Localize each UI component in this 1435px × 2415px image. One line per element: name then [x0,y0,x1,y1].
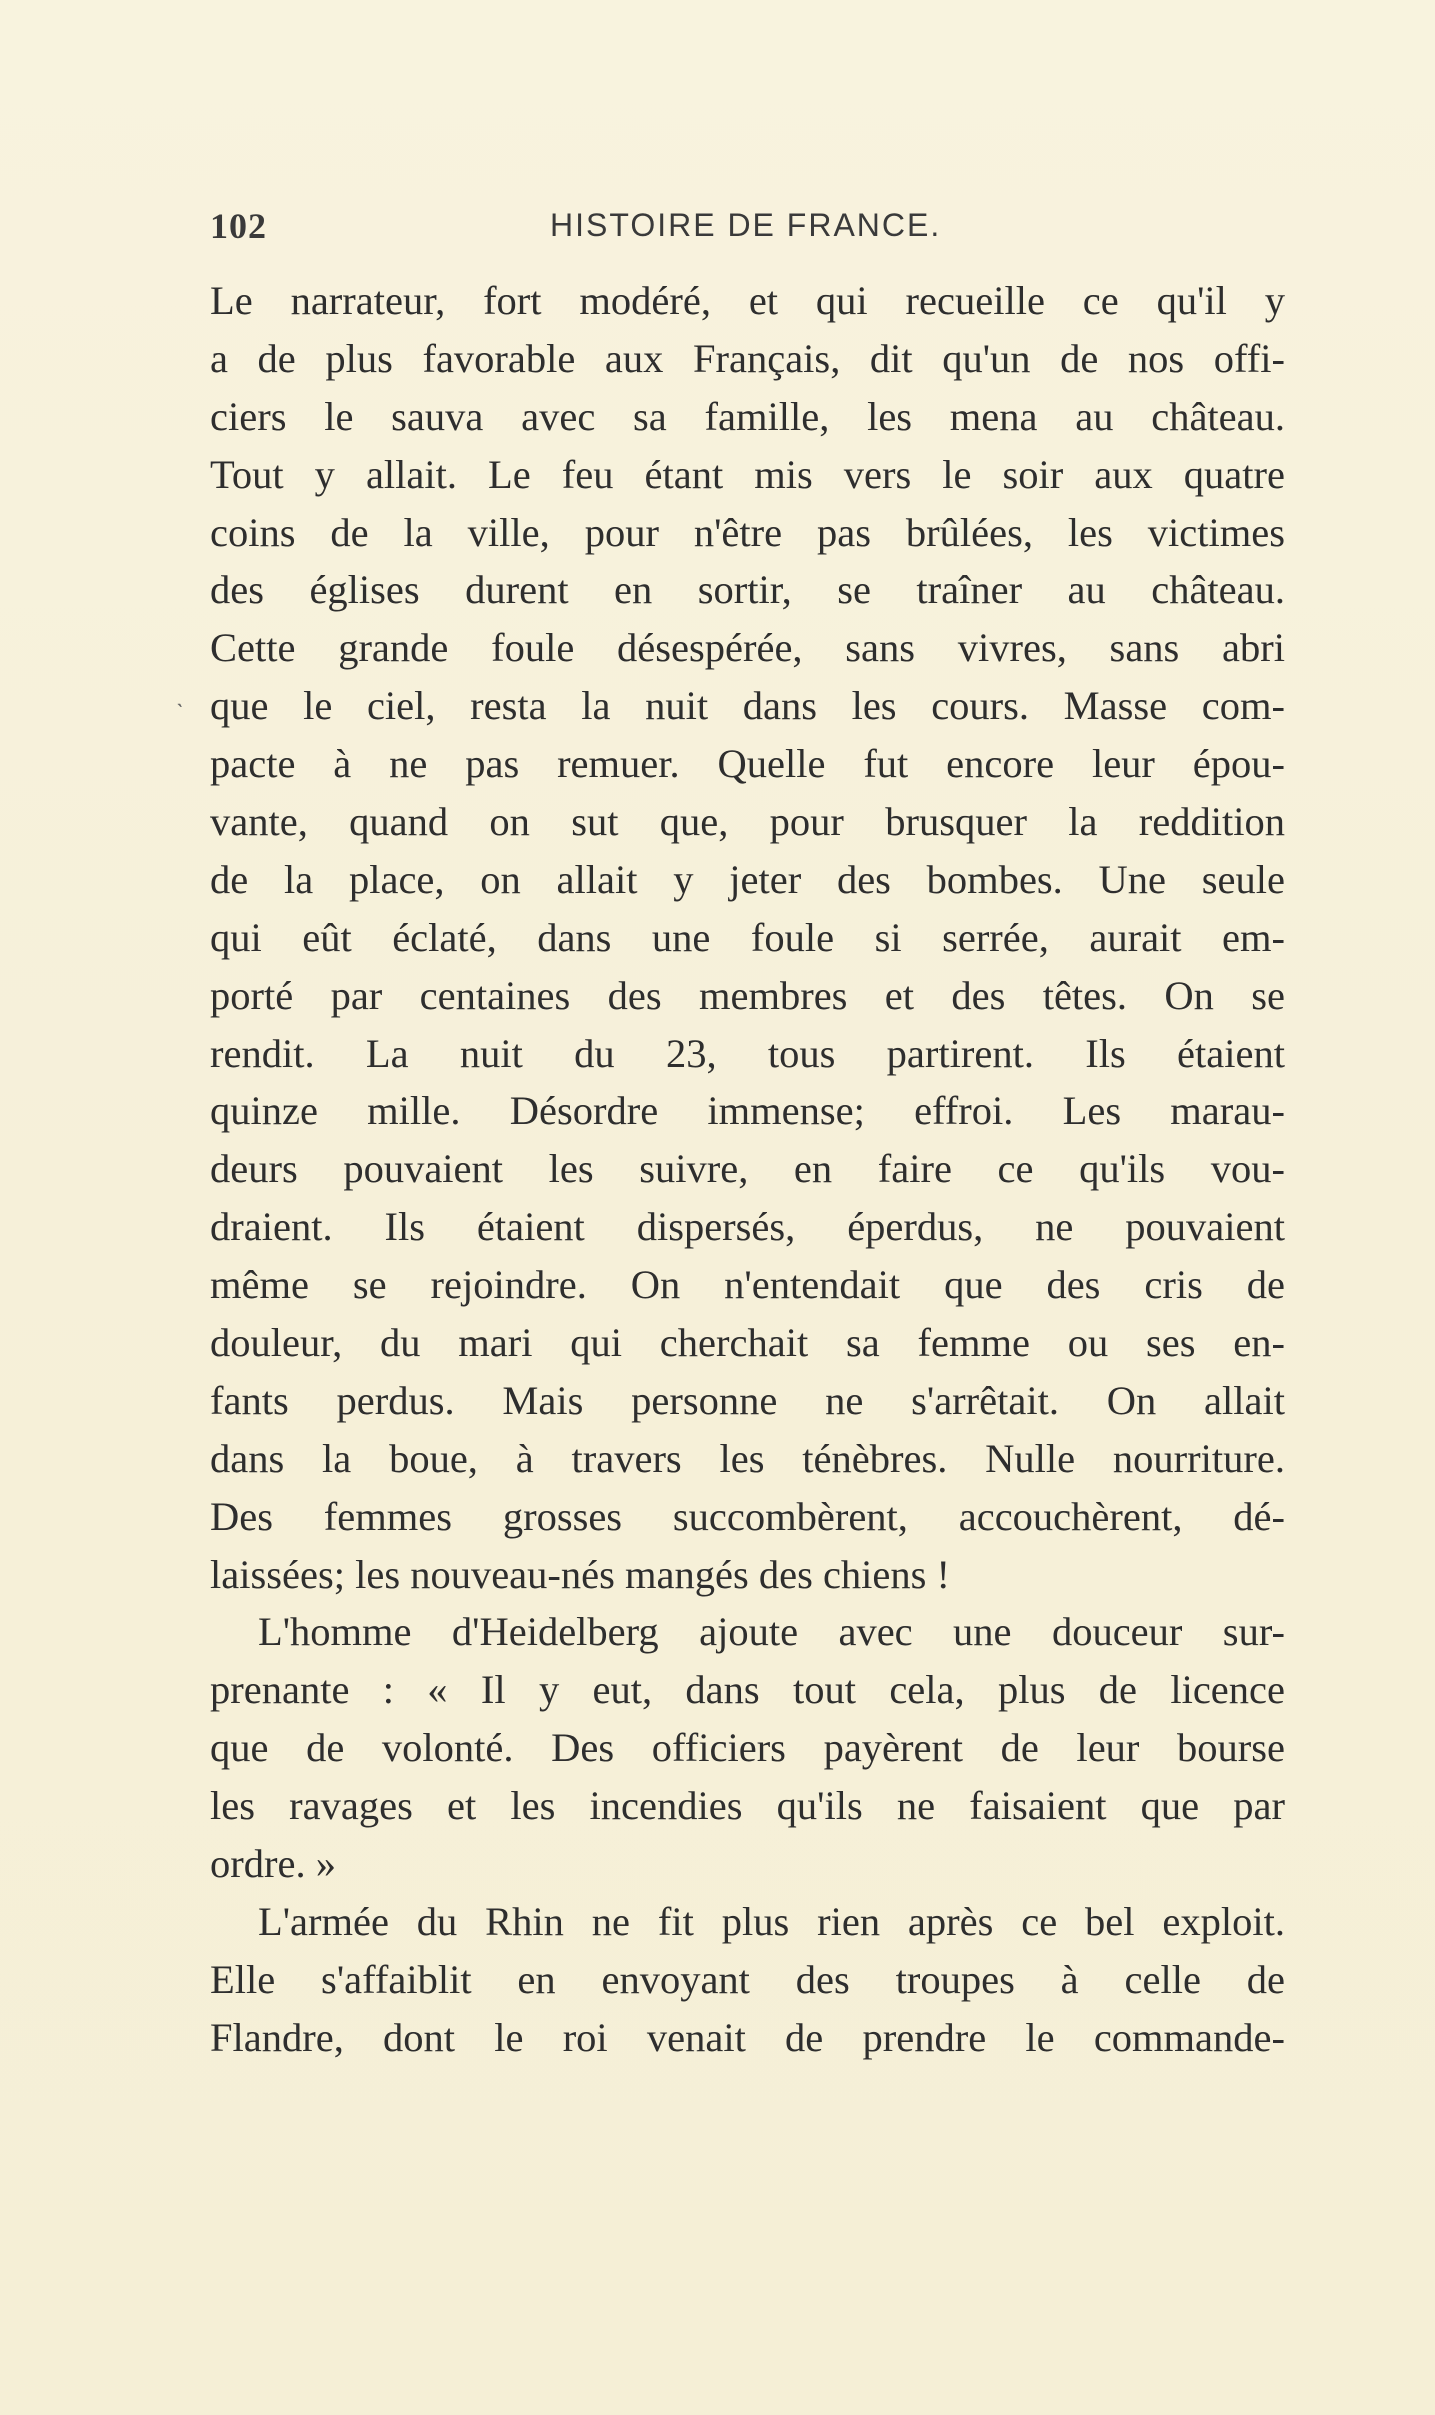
text-line: coins de la ville, pour n'être pas brûlées, les victimes [210,509,1285,555]
text-line: pacte à ne pas remuer. Quelle fut encore leur épou- [210,741,1285,787]
text-line: Elle s'affaiblit en envoyant des troupes à celle de [210,1956,1285,2002]
text-line: laissées; les nouveau-nés mangés des chiens ! [210,1551,951,1597]
text-line: fants perdus. Mais personne ne s'arrêtait. On allait [210,1377,1285,1423]
text-line: ciers le sauva avec sa famille, les mena au château. [210,393,1285,439]
text-line: quinze mille. Désordre immense; effroi. Les marau- [210,1088,1285,1134]
paragraph [210,1893,1285,2067]
text-line: même se rejoindre. On n'entendait que des cris de [210,1262,1285,1308]
text-line: douleur, du mari qui cherchait sa femme ou ses en- [210,1320,1285,1366]
text-line: deurs pouvaient les suivre, en faire ce qu'ils vou- [210,1146,1285,1192]
text-line: qui eût éclaté, dans une foule si serrée, aurait em- [210,914,1285,960]
text-line: Le narrateur, fort modéré, et qui recueille ce qu'il y [210,278,1285,323]
body-text [210,272,1285,2067]
text-line: rendit. La nuit du 23, tous partirent. Ils étaient [210,1030,1285,1076]
text-line: Cette grande foule désespérée, sans vivres, sans abri [210,625,1285,671]
paragraph [210,272,1285,1603]
text-line: ordre. » [210,1841,336,1887]
text-line: a de plus favorable aux Français, dit qu'un de nos offi- [210,335,1285,381]
text-line: de la place, on allait y jeter des bombes. Une seule [210,856,1285,902]
text-line: L'homme d'Heidelberg ajoute avec une douceur sur- [258,1609,1285,1655]
text-line: Des femmes grosses succombèrent, accouchèrent, dé- [210,1493,1285,1539]
text-line: que de volonté. Des officiers payèrent de leur bourse [210,1725,1285,1771]
text-line: vante, quand on sut que, pour brusquer la reddition [210,799,1285,845]
text-line: que le ciel, resta la nuit dans les cours. Masse com- [210,683,1285,729]
text-line: prenante : « Il y eut, dans tout cela, plus de licence [210,1667,1285,1713]
paragraph [210,1603,1285,1892]
margin-mark: ˋ [176,700,184,727]
page-header [210,205,1285,265]
text-line: porté par centaines des membres et des têtes. On se [210,972,1285,1018]
text-line: draient. Ils étaient dispersés, éperdus, ne pouvaient [210,1204,1285,1250]
text-line: dans la boue, à travers les ténèbres. Nulle nourriture. [210,1435,1285,1481]
text-line: des églises durent en sortir, se traîner au château. [210,567,1285,613]
text-line: L'armée du Rhin ne fit plus rien après ce bel exploit. [258,1898,1285,1944]
text-line: les ravages et les incendies qu'ils ne faisaient que par [210,1783,1285,1829]
page-number: 102 [210,206,267,246]
running-title: HISTOIRE DE FRANCE. [550,207,942,243]
text-line: Tout y allait. Le feu étant mis vers le soir aux quatre [210,451,1285,497]
text-line: Flandre, dont le roi venait de prendre le commande- [210,2014,1285,2060]
